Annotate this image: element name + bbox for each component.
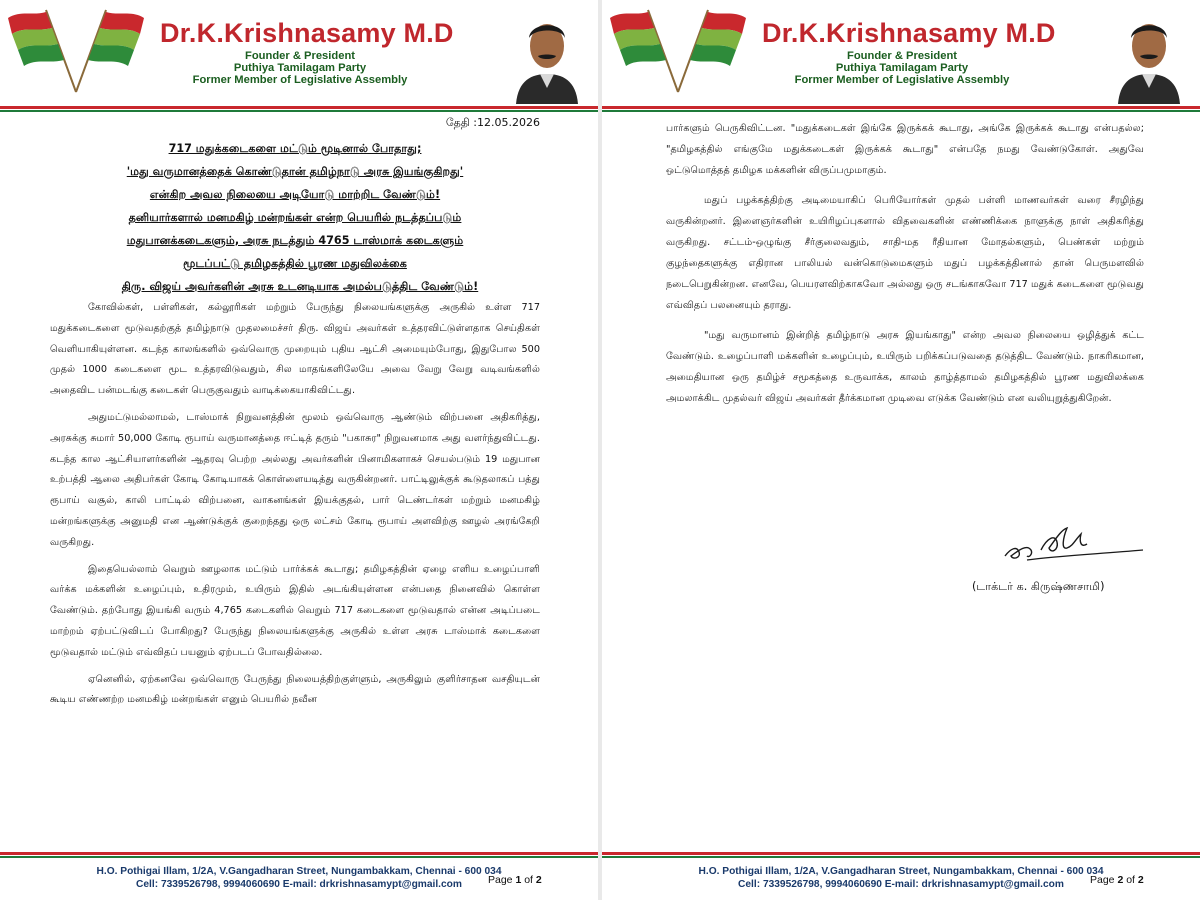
headline-line-3: என்கிற அவல நிலையை அடியோடு மாற்றிட வேண்டும்! bbox=[149, 188, 441, 201]
headline-line-7: திரு. விஜய் அவர்களின் அரசு உடனடியாக அமல்படுத்திட வேண்டும்! bbox=[121, 280, 479, 293]
letterhead-party: Puthiya Tamilagam Party bbox=[835, 62, 969, 74]
header-green-rule bbox=[0, 110, 598, 112]
headline-line-4: தனியார்களால் மனமகிழ் மன்றங்கள் என்ற பெயரில் நடத்தப்படும் bbox=[128, 211, 462, 224]
page-total: 2 bbox=[535, 874, 542, 886]
portrait-photo bbox=[1114, 8, 1184, 104]
letterhead bbox=[602, 0, 1200, 112]
header-green-rule bbox=[602, 110, 1200, 112]
signatory-name: (டாக்டர் க. கிருஷ்ணசாமி) bbox=[972, 580, 1105, 593]
letterhead-former: Former Member of Legislative Assembly bbox=[794, 74, 1010, 86]
paragraph-5: மதுப் பழக்கத்திற்கு அடிமையாகிப் பெரியோர்கள் முதல் பள்ளி மாணவர்கள் வரை சீரழிந்து வருகின்றனர். இளைஞர்களின் உயிரிழப்புகளால் விதவைகளின் எண்ணிக்கை நாளுக்கு நாள் அதிகரித்து வருகிறது. சட்டம்-ஒழுங்கு சீர்குலைவதும், சாதி-மத ரீதியான மோதல்களும், பெண்கள் மற்றும் குழந்தைகளுக்கு எதிரான பாலியல் வன்கொடுமைகளும் மதுப் பழக்கத்தினால் தான் பெருமளவில் நடைபெறுகின்றன. எனவே, பெயரளவிற்காகவோ அல்லது ஒரு சடங்காகவோ 717 மதுக் கடைகளை மூடுவது எவ்விதப் பலனையும் தராது. bbox=[666, 195, 1144, 311]
footer-address: H.O. Pothigai Illam, 1/2A, V.Gangadharan Street, Nungambakkam, Chennai - 600 034 bbox=[96, 866, 502, 877]
letter-body bbox=[666, 118, 1144, 418]
footer-green-rule bbox=[0, 856, 598, 858]
headline-line-5: மதுபானக்கடைகளும், அரசு நடத்தும் 4765 டாஸ்மாக் கடைகளும் bbox=[126, 234, 464, 247]
headline-line-2: 'மது வருமானத்தைக் கொண்டுதான் தமிழ்நாடு அரசு இயங்குகிறது' bbox=[126, 165, 464, 178]
page-prefix: Page bbox=[488, 874, 513, 886]
page-number bbox=[488, 874, 542, 886]
letterhead-former: Former Member of Legislative Assembly bbox=[192, 74, 408, 86]
letterhead-role: Founder & President bbox=[846, 50, 958, 62]
footer-contact: Cell: 7339526798, 9994060690 E-mail: drkrishnasamypt@gmail.com bbox=[738, 879, 1064, 890]
portrait-photo bbox=[512, 8, 582, 104]
letter-body bbox=[50, 116, 540, 717]
letterhead bbox=[0, 0, 598, 112]
page-prefix: Page bbox=[1090, 874, 1115, 886]
page-current: 2 bbox=[1117, 874, 1124, 886]
footer-red-rule bbox=[602, 852, 1200, 855]
letterhead-party: Puthiya Tamilagam Party bbox=[233, 62, 367, 74]
page-current: 1 bbox=[515, 874, 522, 886]
page-2 bbox=[602, 0, 1200, 900]
footer-green-rule bbox=[602, 856, 1200, 858]
paragraph-continued: பார்களும் பெருகிவிட்டன. "மதுக்கடைகள் இங்கே இருக்கக் கூடாது, அங்கே இருக்கக் கூடாது என்பதல்ல; "தமிழகத்தில் எங்குமே மதுக்கடைகள் இருக்கக் கூடாது" என்பதே நமது வேண்டுகோள். அதுவே ஒட்டுமொத்தத் தமிழக மக்களின் விருப்பமுமாகும். bbox=[666, 123, 1144, 176]
paragraph-6: "மது வருமானம் இன்றித் தமிழ்நாடு அரசு இயங்காது" என்ற அவல நிலையை ஒழித்துக் கட்ட வேண்டும். உழைப்பாளி மக்களின் உழைப்பும், உயிரும் பறிக்கப்படுவதை தடுத்திட வேண்டும். நாகரிகமான, அமைதியான ஒரு தமிழ்ச் சமூகத்தை உருவாக்க, காலம் தாழ்த்தாமல் தமிழகத்தில் பூரண மதுவிலக்கை அமலாக்கிட முதல்வர் விஜய் அவர்கள் தீர்க்கமான முடிவை எடுக்க வேண்டும் என வலியுறுத்துகிறேன். bbox=[666, 330, 1144, 404]
footer-red-rule bbox=[0, 852, 598, 855]
footer-address: H.O. Pothigai Illam, 1/2A, V.Gangadharan Street, Nungambakkam, Chennai - 600 034 bbox=[698, 866, 1104, 877]
page-1 bbox=[0, 0, 598, 900]
letter-date: தேதி :12.05.2026 bbox=[445, 116, 540, 129]
paragraph-1: கோவில்கள், பள்ளிகள், கல்லூரிகள் மற்றும் பேருந்து நிலையங்களுக்கு அருகில் உள்ள 717 மதுக்கடைகளை மூடுவதற்குத் தமிழ்நாடு முதலமைச்சர் திரு. விஜய் அவர்கள் உத்தரவிட்டுள்ளதாக செய்திகள் வெளியாகியுள்ளன. கடந்த காலங்களில் ஒவ்வொரு முறையும் புதிய ஆட்சி அமையும்போது, இதுபோல 500 முதல் 1000 கடைகளை மூட உத்தரவிடுவதும், சில மாதங்களிலேயே அவை வேறு வேறு வடிவங்களில் அதைவிட பன்மடங்கு கடைகள் பெருகுவதும் வாடிக்கையாகிவிட்டது. bbox=[50, 302, 540, 397]
letterhead-role: Founder & President bbox=[244, 50, 356, 62]
paragraph-2: அதுமட்டுமல்லாமல், டாஸ்மாக் நிறுவனத்தின் மூலம் ஒவ்வொரு ஆண்டும் விற்பனை அதிகரித்து, அரசுக்கு சுமார் 50,000 கோடி ரூபாய் வருமானத்தை ஈட்டித் தரும் "பகாசுர" நிறுவனமாக அது வளர்ந்துவிட்டது. கடந்த கால ஆட்சியாளர்களின் ஆதரவு பெற்ற அல்லது அவர்களின் பினாமிகளாகச் செயல்படும் 19 மதுபான உற்பத்தி ஆலை அதிபர்கள் கோடி கோடியாகக் கொள்ளையடித்து வருகின்றனர். பாட்டிலுக்குக் கூடுதலாகப் பத்து ரூபாய் வசூல், காலி பாட்டில் விற்பனை, வாகனங்கள் இயக்குதல், பார் டெண்டர்கள் மற்றும் மனமகிழ் மன்றங்களுக்கு அனுமதி என ஆண்டுக்குக் குறைந்தது ஒரு லட்சம் கோடி ரூபாய் அளவிற்கு ஊழல் அரங்கேறி வருகிறது. bbox=[50, 411, 540, 548]
headline-line-6: மூடப்பட்டு தமிழகத்தில் பூரண மதுவிலக்கை bbox=[183, 257, 407, 270]
signature bbox=[997, 520, 1147, 568]
footer-contact: Cell: 7339526798, 9994060690 E-mail: drkrishnasamypt@gmail.com bbox=[136, 879, 462, 890]
header-red-rule bbox=[602, 106, 1200, 109]
letterhead-title: Dr.K.Krishnasamy M.D bbox=[762, 18, 1056, 48]
page-total: 2 bbox=[1137, 874, 1144, 886]
paragraph-4: ஏனெனில், ஏற்கனவே ஒவ்வொரு பேருந்து நிலையத்திற்குள்ளும், அருகிலும் குளிர்சாதன வசதியுடன் கூடிய எண்ணற்ற மனமகிழ் மன்றங்கள் எனும் பெயரில் நவீன bbox=[50, 673, 540, 706]
page-of: of bbox=[524, 874, 533, 886]
page-of: of bbox=[1126, 874, 1135, 886]
page-number bbox=[1090, 874, 1144, 886]
party-flags-logo bbox=[608, 6, 748, 94]
header-red-rule bbox=[0, 106, 598, 109]
paragraph-3: இதையெல்லாம் வெறும் ஊழலாக மட்டும் பார்க்கக் கூடாது; தமிழகத்தின் ஏழை எளிய உழைப்பாளி வர்க்க மக்களின் உழைப்பும், உதிரமும், உயிரும் இதில் அடங்கியுள்ளன என்பதை நினைவில் கொள்ள வேண்டும். தற்போது இயங்கி வரும் 4,765 கடைகளில் வெறும் 717 கடைகளை மூடுவதால் என்ன அடிப்படை மாற்றம் ஏற்பட்டுவிடப் போகிறது? பேருந்து நிலையங்களுக்கு அருகில் உள்ள அரசு டாஸ்மாக் கடைகளை மூடுவதால் மட்டும் எவ்விதப் பயனும் ஏற்படப் போவதில்லை. bbox=[50, 563, 540, 658]
letterhead-title: Dr.K.Krishnasamy M.D bbox=[160, 18, 454, 48]
headline-line-1: 717 மதுக்கடைகளை மட்டும் மூடினால் போதாது; bbox=[168, 142, 422, 155]
party-flags-logo bbox=[6, 6, 146, 94]
